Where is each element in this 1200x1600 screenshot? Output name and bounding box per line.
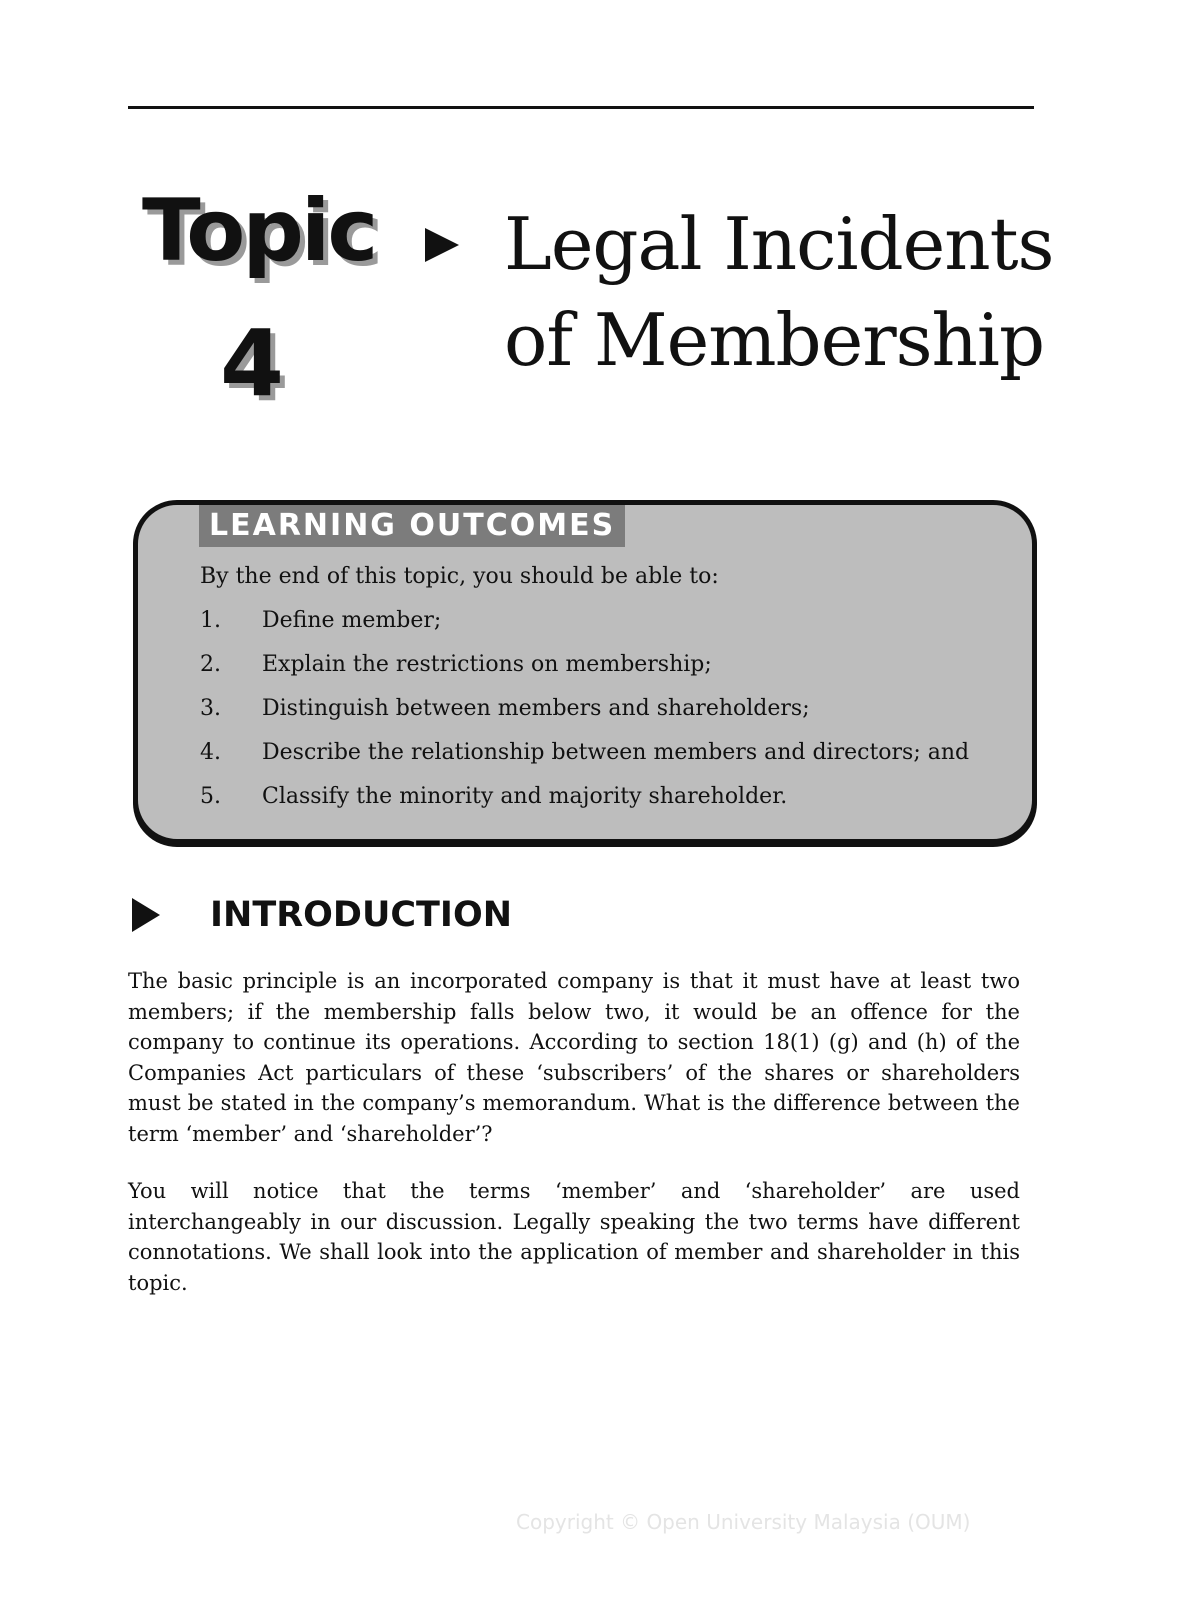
learning-outcomes-heading: LEARNING OUTCOMES [199, 505, 625, 547]
topic-number: 4 [220, 310, 285, 417]
copyright-watermark: Copyright © Open University Malaysia (OUM) [516, 1510, 971, 1534]
intro-paragraph-2: You will notice that the terms ‘member’ and ‘shareholder’ are used interchangeably in our discussion. Legally speaking the two terms have different connotations. We shall look into the application of member and shareholder in this topic. [128, 1179, 1020, 1295]
page-title-line-2: of Membership [504, 298, 1045, 382]
list-item-number: 4. [200, 740, 221, 765]
list-item-text: Explain the restrictions on membership; [262, 652, 712, 677]
page-title-line-1: Legal Incidents [504, 202, 1054, 286]
learning-outcomes-intro: By the end of this topic, you should be able to: [200, 564, 719, 589]
page-title [504, 196, 1104, 388]
list-item-text: Distinguish between members and shareholders; [262, 696, 810, 721]
play-triangle-icon [425, 228, 459, 262]
list-item-number: 1. [200, 608, 221, 633]
intro-paragraph-1: The basic principle is an incorporated company is that it must have at least two members; if the membership falls below two, it would be an offence for the company to continue its operations. According to section 18(1) (g) and (h) of the Companies Act particulars of these ‘subscribers’ of the shares or shareholders must be stated in the company’s memorandum. What is the difference between the term ‘member’ and ‘shareholder’? [128, 969, 1020, 1146]
list-item-text: Classify the minority and majority shareholder. [262, 784, 788, 809]
list-item-text: Define member; [262, 608, 442, 633]
topic-label: Topic [142, 181, 376, 281]
list-item-number: 5. [200, 784, 221, 809]
play-triangle-icon [132, 898, 160, 932]
top-rule [128, 106, 1034, 109]
list-item-number: 3. [200, 696, 221, 721]
list-item-text: Describe the relationship between members and directors; and [262, 740, 970, 765]
section-heading-introduction: INTRODUCTION [210, 895, 512, 935]
list-item-number: 2. [200, 652, 221, 677]
